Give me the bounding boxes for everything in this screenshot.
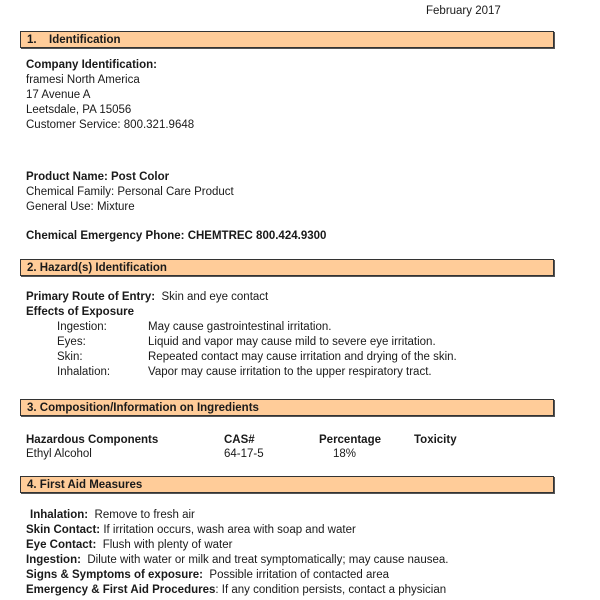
section-title: Hazard(s) Identification [39,262,167,274]
first-aid-block [26,508,448,598]
effect-row [26,350,457,365]
effect-text: Vapor may cause irritation to the upper respiratory tract. [148,366,432,378]
column-header: Toxicity [414,434,457,446]
section-header-first-aid [20,476,554,493]
section-header-hazards [20,259,554,276]
section-number: 1. [27,34,37,46]
route-label: Primary Route of Entry: [26,291,156,303]
column-header: Percentage [319,434,382,446]
first-aid-label: Signs & Symptoms of exposure: [26,569,204,581]
first-aid-text: Flush with plenty of water [102,539,233,551]
first-aid-text: : If any condition persists, contact a physician [215,584,447,596]
effect-label: Eyes: [57,336,86,348]
first-aid-label: Eye Contact: [26,539,97,551]
section-number: 2. [27,262,37,274]
first-aid-text: Remove to fresh air [94,509,195,521]
effect-text: Liquid and vapor may cause mild to severe eye irritation. [148,336,436,348]
section-title: Composition/Information on Ingredients [39,402,259,414]
effect-label: Ingestion: [57,321,107,333]
effect-text: Repeated contact may cause irritation and drying of the skin. [148,351,457,363]
effect-row [26,320,457,335]
hazards-block [26,290,457,380]
first-aid-item [26,523,448,538]
company-name: framesi North America [26,74,140,86]
table-row [26,447,494,461]
effect-label: Inhalation: [57,366,111,378]
product-block [26,170,234,215]
route-value: Skin and eye contact [161,291,269,303]
company-identification-block [26,58,194,133]
first-aid-label: Ingestion: [26,554,81,566]
section-number: 4. [27,479,37,491]
section-number: 3. [27,402,37,414]
first-aid-text: Dilute with water or milk and treat symptomatically; may cause nausea. [87,554,449,566]
first-aid-text: If irritation occurs, wash area with soap and water [103,524,356,536]
section-title: Identification [49,34,121,46]
percentage: 18% [333,448,357,460]
emergency-phone: Chemical Emergency Phone: CHEMTREC 800.424.9300 [26,230,327,242]
toxicity [414,447,494,461]
chemical-family: Chemical Family: Personal Care Product [26,186,234,198]
address-line-2: Leetsdale, PA 15056 [26,104,132,116]
table-header-row [26,433,494,447]
component-name: Ethyl Alcohol [26,448,92,460]
first-aid-label: Emergency & First Aid Procedures [26,584,216,596]
company-heading: Company Identification: [26,59,157,71]
first-aid-item [26,538,448,553]
general-use: General Use: Mixture [26,201,135,213]
first-aid-item [26,568,448,583]
effect-row [26,335,457,350]
address-line-1: 17 Avenue A [26,89,91,101]
first-aid-item [26,508,448,523]
first-aid-label: Skin Contact: [26,524,101,536]
first-aid-text: Possible irritation of contacted area [209,569,390,581]
document-date: February 2017 [426,5,501,17]
first-aid-label: Inhalation: [30,509,89,521]
cas-number: 64-17-5 [224,448,264,460]
effect-text: May cause gastrointestinal irritation. [148,321,332,333]
section-title: First Aid Measures [39,479,143,491]
composition-table [26,433,494,461]
effect-label: Skin: [57,351,83,363]
customer-service: Customer Service: 800.321.9648 [26,119,195,131]
section-header-composition [20,399,554,416]
column-header: CAS# [224,434,255,446]
product-name: Product Name: Post Color [26,171,170,183]
effects-heading: Effects of Exposure [26,306,134,318]
column-header: Hazardous Components [26,434,159,446]
effect-row [26,365,457,380]
first-aid-item [26,583,448,598]
first-aid-item [26,553,448,568]
section-header-identification [20,31,554,48]
